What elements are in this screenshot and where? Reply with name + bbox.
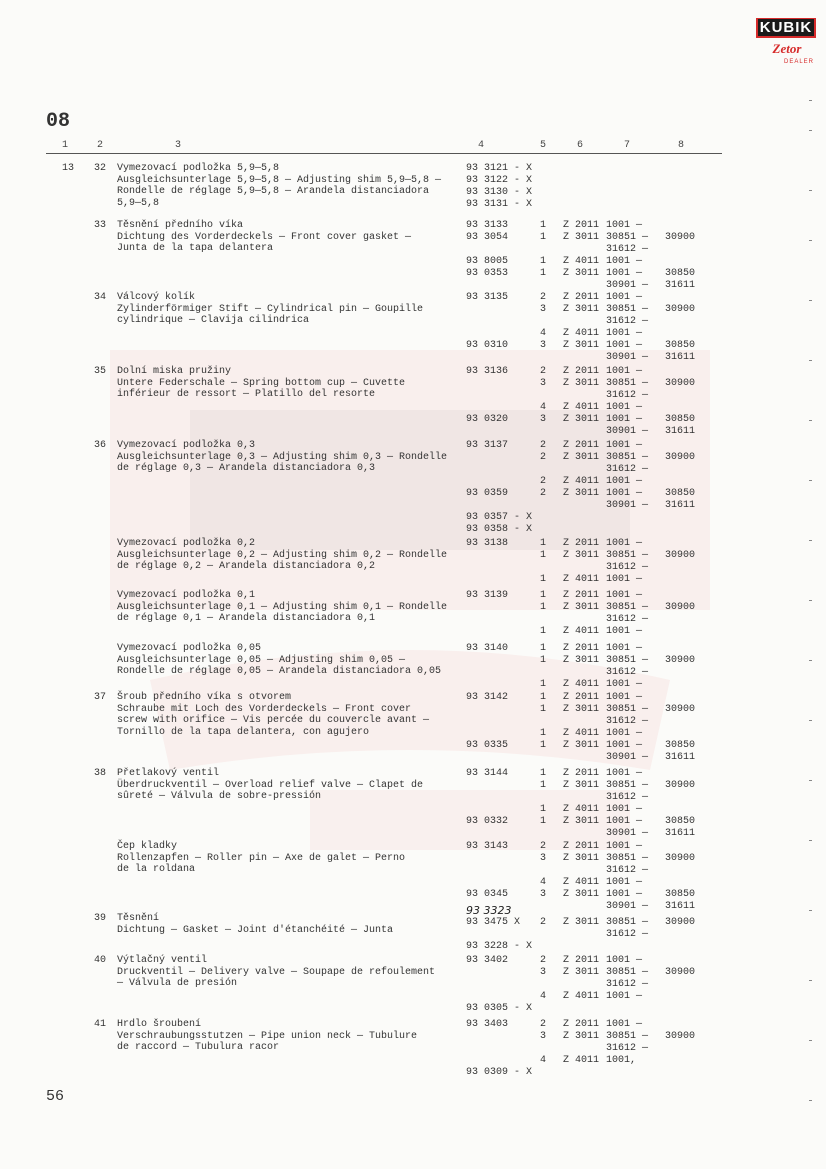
serial-to: 30850 <box>665 268 696 279</box>
serial-from: 1001 — <box>606 643 643 654</box>
serial-from: 31612 — <box>606 865 649 876</box>
brand-logo-top: KUBIK <box>756 18 816 38</box>
model-code: Z 2011 <box>563 590 600 601</box>
serial-from: 31612 — <box>606 316 649 327</box>
model-code: Z 4011 <box>563 476 600 487</box>
position-number: 37 <box>94 692 107 703</box>
part-number: 93 3142 <box>466 692 509 703</box>
quantity: 1 <box>540 643 547 654</box>
model-code: Z 4011 <box>563 328 600 339</box>
serial-from: 1001 — <box>606 679 643 690</box>
model-code: Z 3011 <box>563 889 600 900</box>
model-code: Z 3011 <box>563 378 600 389</box>
serial-to: 30900 <box>665 232 696 243</box>
part-number: 93 3403 <box>466 1019 509 1030</box>
part-description-line: Überdruckventil — Overload relief valve — Clapet de <box>117 779 424 791</box>
serial-from: 30851 — <box>606 378 649 389</box>
part-number: 93 3143 <box>466 841 509 852</box>
part-number: 93 3130 - X <box>466 187 533 198</box>
margin-tick <box>809 100 812 101</box>
quantity: 3 <box>540 853 547 864</box>
part-description-line: Druckventil — Delivery valve — Soupape de refoulement <box>117 966 436 978</box>
margin-tick <box>809 130 812 131</box>
serial-from: 1001 — <box>606 877 643 888</box>
serial-from: 30851 — <box>606 853 649 864</box>
part-number: 93 3140 <box>466 643 509 654</box>
quantity: 1 <box>540 550 547 561</box>
part-description-line: de réglage 0,2 — Arandela distanciadora 0,2 <box>117 561 376 572</box>
part-number: 93 3135 <box>466 292 509 303</box>
column-header-2: 2 <box>97 140 104 151</box>
part-description-line: Verschraubungsstutzen — Pipe union neck — Tubulure <box>117 1030 418 1042</box>
position-number: 40 <box>94 955 107 966</box>
column-header-8: 8 <box>678 140 685 151</box>
part-description-line: cylindrique — Clavija cilindrica <box>117 315 310 326</box>
column-header-1: 1 <box>62 140 69 151</box>
quantity: 3 <box>540 340 547 351</box>
serial-from: 30851 — <box>606 780 649 791</box>
model-code: Z 2011 <box>563 692 600 703</box>
model-code: Z 3011 <box>563 704 600 715</box>
model-code: Z 3011 <box>563 602 600 613</box>
quantity: 2 <box>540 917 547 928</box>
part-description-line: Schraube mit Loch des Vorderdeckels — Front cover <box>117 703 412 715</box>
serial-from: 30901 — <box>606 352 649 363</box>
serial-from: 1001 — <box>606 402 643 413</box>
part-description-line: Vymezovací podložka 0,2 <box>117 538 256 549</box>
serial-from: 31612 — <box>606 667 649 678</box>
quantity: 4 <box>540 328 547 339</box>
serial-from: 1001 — <box>606 366 643 377</box>
quantity: 1 <box>540 256 547 267</box>
part-description-line: Těsnění <box>117 913 160 924</box>
part-number: 93 3137 <box>466 440 509 451</box>
quantity: 3 <box>540 889 547 900</box>
serial-from: 1001 — <box>606 292 643 303</box>
serial-from: 30851 — <box>606 655 649 666</box>
serial-to: 30900 <box>665 780 696 791</box>
model-code: Z 4011 <box>563 804 600 815</box>
margin-tick <box>809 420 812 421</box>
part-number: 93 3138 <box>466 538 509 549</box>
serial-from: 30851 — <box>606 232 649 243</box>
part-number: 93 3475 X <box>466 917 521 928</box>
model-code: Z 2011 <box>563 440 600 451</box>
quantity: 3 <box>540 304 547 315</box>
serial-from: 31612 — <box>606 464 649 475</box>
part-number: 93 3122 - X <box>466 175 533 186</box>
serial-from: 1001 — <box>606 955 643 966</box>
model-code: Z 2011 <box>563 538 600 549</box>
model-code: Z 3011 <box>563 550 600 561</box>
part-number: 93 0310 <box>466 340 509 351</box>
quantity: 2 <box>540 1019 547 1030</box>
quantity: 4 <box>540 1055 547 1066</box>
serial-from: 31612 — <box>606 979 649 990</box>
quantity: 2 <box>540 292 547 303</box>
part-description-line: Dichtung — Gasket — Joint d'étanchéité — Junta <box>117 924 394 936</box>
margin-tick <box>809 540 812 541</box>
part-number: 93 0332 <box>466 816 509 827</box>
margin-tick <box>809 360 812 361</box>
part-number: 93 3228 - X <box>466 941 533 952</box>
serial-to: 31611 <box>665 352 696 363</box>
quantity: 3 <box>540 378 547 389</box>
part-description-line: Rondelle de réglage 0,05 — Arandela distanciadora 0,05 <box>117 666 442 677</box>
column-header-4: 4 <box>478 140 485 151</box>
part-description-line: Tornillo de la tapa delantera, con agujero <box>117 726 370 738</box>
part-description-line: Vymezovací podložka 0,05 <box>117 643 262 654</box>
part-description-line: — Válvula de presión <box>117 978 238 989</box>
quantity: 1 <box>540 602 547 613</box>
serial-from: 1001 — <box>606 440 643 451</box>
part-number: 93 0335 <box>466 740 509 751</box>
part-description-line: de la roldana <box>117 864 196 875</box>
model-code: Z 2011 <box>563 1019 600 1030</box>
column-header-6: 6 <box>577 140 584 151</box>
serial-from: 31612 — <box>606 244 649 255</box>
part-description-line: de réglage 0,3 — Arandela distanciadora 0,3 <box>117 463 376 474</box>
serial-from: 1001 — <box>606 728 643 739</box>
serial-to: 31611 <box>665 828 696 839</box>
quantity: 1 <box>540 740 547 751</box>
serial-from: 1001 — <box>606 841 643 852</box>
margin-tick <box>809 980 812 981</box>
serial-to: 30850 <box>665 488 696 499</box>
serial-from: 1001 — <box>606 768 643 779</box>
serial-from: 1001 — <box>606 889 643 900</box>
quantity: 1 <box>540 220 547 231</box>
part-number: 93 0345 <box>466 889 509 900</box>
model-code: Z 4011 <box>563 877 600 888</box>
serial-from: 1001 — <box>606 220 643 231</box>
position-number: 32 <box>94 163 107 174</box>
model-code: Z 3011 <box>563 655 600 666</box>
quantity: 1 <box>540 816 547 827</box>
serial-from: 1001 — <box>606 590 643 601</box>
part-number: 93 0320 <box>466 414 509 425</box>
serial-to: 30850 <box>665 740 696 751</box>
part-description-line: 5,9—5,8 <box>117 197 160 209</box>
handwritten-part-number: 93 3323 <box>466 904 512 917</box>
part-number: 93 3144 <box>466 768 509 779</box>
quantity: 4 <box>540 877 547 888</box>
part-description-line: de raccord — Tubulura racor <box>117 1042 280 1053</box>
part-number: 93 3402 <box>466 955 509 966</box>
serial-to: 30900 <box>665 602 696 613</box>
serial-from: 1001 — <box>606 268 643 279</box>
model-code: Z 2011 <box>563 292 600 303</box>
quantity: 1 <box>540 704 547 715</box>
model-code: Z 3011 <box>563 452 600 463</box>
quantity: 1 <box>540 768 547 779</box>
model-code: Z 3011 <box>563 340 600 351</box>
part-description-line: Ausgleichsunterlage 5,9—5,8 — Adjusting shim 5,9—5,8 — <box>117 174 442 186</box>
quantity: 1 <box>540 268 547 279</box>
quantity: 2 <box>540 955 547 966</box>
quantity: 1 <box>540 655 547 666</box>
part-description-line: Rollenzapfen — Roller pin — Axe de galet — Perno <box>117 852 406 864</box>
part-description-line: Ausgleichsunterlage 0,3 — Adjusting shim 0,3 — Rondelle <box>117 451 448 463</box>
part-number: 93 8005 <box>466 256 509 267</box>
serial-from: 30901 — <box>606 426 649 437</box>
serial-from: 30901 — <box>606 828 649 839</box>
quantity: 1 <box>540 538 547 549</box>
margin-tick <box>809 660 812 661</box>
serial-to: 31611 <box>665 280 696 291</box>
serial-from: 30851 — <box>606 967 649 978</box>
serial-to: 30900 <box>665 378 696 389</box>
quantity: 1 <box>540 626 547 637</box>
serial-from: 1001 — <box>606 476 643 487</box>
page-number: 56 <box>46 1088 65 1105</box>
serial-to: 30900 <box>665 967 696 978</box>
serial-from: 1001 — <box>606 1019 643 1030</box>
model-code: Z 4011 <box>563 728 600 739</box>
serial-to: 30900 <box>665 304 696 315</box>
model-code: Z 2011 <box>563 643 600 654</box>
serial-from: 1001, <box>606 1055 637 1066</box>
quantity: 1 <box>540 804 547 815</box>
margin-tick <box>809 840 812 841</box>
quantity: 2 <box>540 488 547 499</box>
margin-tick <box>809 190 812 191</box>
serial-to: 31611 <box>665 752 696 763</box>
part-description-line: Ausgleichsunterlage 0,1 — Adjusting shim 0,1 — Rondelle <box>117 601 448 613</box>
model-code: Z 4011 <box>563 626 600 637</box>
model-code: Z 3011 <box>563 917 600 928</box>
serial-from: 1001 — <box>606 692 643 703</box>
part-description-line: Vymezovací podložka 5,9—5,8 <box>117 163 280 174</box>
model-code: Z 3011 <box>563 740 600 751</box>
quantity: 3 <box>540 1031 547 1042</box>
model-code: Z 3011 <box>563 268 600 279</box>
model-code: Z 4011 <box>563 679 600 690</box>
quantity: 2 <box>540 476 547 487</box>
serial-from: 1001 — <box>606 414 643 425</box>
model-code: Z 4011 <box>563 991 600 1002</box>
serial-from: 30851 — <box>606 550 649 561</box>
serial-from: 1001 — <box>606 256 643 267</box>
serial-from: 30851 — <box>606 704 649 715</box>
serial-from: 31612 — <box>606 562 649 573</box>
part-description-line: sûreté — Válvula de sobre-pressión <box>117 791 322 802</box>
part-description-line: Untere Federschale — Spring bottom cup — Cuvette <box>117 377 406 389</box>
serial-from: 31612 — <box>606 716 649 727</box>
serial-from: 30851 — <box>606 304 649 315</box>
column-header-5: 5 <box>540 140 547 151</box>
column-header-7: 7 <box>624 140 631 151</box>
position-number: 38 <box>94 768 107 779</box>
part-number: 93 3131 - X <box>466 199 533 210</box>
serial-to: 31611 <box>665 426 696 437</box>
model-code: Z 4011 <box>563 256 600 267</box>
serial-to: 30850 <box>665 889 696 900</box>
serial-to: 30900 <box>665 655 696 666</box>
model-code: Z 2011 <box>563 768 600 779</box>
serial-from: 31612 — <box>606 929 649 940</box>
part-number: 93 0305 - X <box>466 1003 533 1014</box>
model-code: Z 3011 <box>563 780 600 791</box>
serial-from: 31612 — <box>606 614 649 625</box>
serial-from: 1001 — <box>606 340 643 351</box>
serial-to: 30900 <box>665 550 696 561</box>
part-number: 93 0309 - X <box>466 1067 533 1078</box>
quantity: 1 <box>540 679 547 690</box>
position-number: 36 <box>94 440 107 451</box>
serial-from: 30851 — <box>606 452 649 463</box>
serial-from: 30901 — <box>606 752 649 763</box>
serial-from: 1001 — <box>606 816 643 827</box>
serial-from: 31612 — <box>606 792 649 803</box>
serial-to: 30850 <box>665 414 696 425</box>
part-number: 93 3139 <box>466 590 509 601</box>
serial-to: 30900 <box>665 917 696 928</box>
part-description-line: inférieur de ressort — Platillo del resorte <box>117 389 376 400</box>
part-description-line: Válcový kolík <box>117 292 196 303</box>
quantity: 4 <box>540 991 547 1002</box>
model-code: Z 2011 <box>563 366 600 377</box>
serial-from: 30851 — <box>606 1031 649 1042</box>
quantity: 1 <box>540 692 547 703</box>
serial-from: 31612 — <box>606 390 649 401</box>
part-description-line: Šroub předního víka s otvorem <box>117 692 292 703</box>
quantity: 2 <box>540 841 547 852</box>
quantity: 1 <box>540 590 547 601</box>
position-number: 33 <box>94 220 107 231</box>
serial-to: 30900 <box>665 452 696 463</box>
serial-from: 30901 — <box>606 500 649 511</box>
serial-to: 30900 <box>665 704 696 715</box>
part-number: 93 3133 <box>466 220 509 231</box>
serial-from: 1001 — <box>606 488 643 499</box>
part-number: 93 3121 - X <box>466 163 533 174</box>
margin-tick <box>809 600 812 601</box>
part-number: 93 3136 <box>466 366 509 377</box>
serial-from: 30901 — <box>606 901 649 912</box>
part-description-line: Zylinderförmiger Stift — Cylindrical pin — Goupille <box>117 303 424 315</box>
model-code: Z 3011 <box>563 1031 600 1042</box>
model-code: Z 4011 <box>563 1055 600 1066</box>
quantity: 2 <box>540 366 547 377</box>
model-code: Z 4011 <box>563 574 600 585</box>
serial-to: 30850 <box>665 340 696 351</box>
part-description-line: Rondelle de réglage 5,9—5,8 — Arandela distanciadora <box>117 186 430 197</box>
part-number: 93 0357 - X <box>466 512 533 523</box>
part-description-line: Hrdlo šroubení <box>117 1019 202 1030</box>
serial-to: 30900 <box>665 1031 696 1042</box>
quantity: 3 <box>540 414 547 425</box>
position-number: 41 <box>94 1019 107 1030</box>
part-description-line: Výtlačný ventil <box>117 955 208 966</box>
serial-to: 30900 <box>665 853 696 864</box>
serial-from: 30901 — <box>606 280 649 291</box>
margin-tick <box>809 780 812 781</box>
serial-from: 1001 — <box>606 328 643 339</box>
part-description-line: Přetlakový ventil <box>117 768 220 779</box>
margin-tick <box>809 1040 812 1041</box>
part-number: 93 0353 <box>466 268 509 279</box>
part-description-line: Ausgleichsunterlage 0,2 — Adjusting shim 0,2 — Rondelle <box>117 549 448 561</box>
part-description-line: Čep kladky <box>117 841 178 852</box>
serial-from: 30851 — <box>606 917 649 928</box>
model-code: Z 4011 <box>563 402 600 413</box>
model-code: Z 3011 <box>563 414 600 425</box>
part-description-line: Dolní miska pružiny <box>117 366 232 377</box>
part-description-line: Vymezovací podložka 0,1 <box>117 590 256 601</box>
part-number: 93 3054 <box>466 232 509 243</box>
position-number: 35 <box>94 366 107 377</box>
quantity: 2 <box>540 452 547 463</box>
part-description-line: Dichtung des Vorderdeckels — Front cover gasket — <box>117 231 412 243</box>
position-number: 39 <box>94 913 107 924</box>
serial-from: 1001 — <box>606 574 643 585</box>
serial-from: 1001 — <box>606 804 643 815</box>
serial-from: 1001 — <box>606 740 643 751</box>
quantity: 3 <box>540 967 547 978</box>
serial-from: 1001 — <box>606 991 643 1002</box>
margin-tick <box>809 300 812 301</box>
header-rule <box>46 153 722 154</box>
model-code: Z 2011 <box>563 841 600 852</box>
model-code: Z 3011 <box>563 816 600 827</box>
quantity: 1 <box>540 574 547 585</box>
group-number: 13 <box>62 163 75 174</box>
column-header-3: 3 <box>175 140 182 151</box>
part-description-line: Vymezovací podložka 0,3 <box>117 440 256 451</box>
part-description-line: Těsnění předního víka <box>117 220 244 231</box>
quantity: 1 <box>540 232 547 243</box>
quantity: 1 <box>540 728 547 739</box>
serial-to: 30850 <box>665 816 696 827</box>
part-number: 93 0358 - X <box>466 524 533 535</box>
serial-to: 31611 <box>665 901 696 912</box>
model-code: Z 3011 <box>563 304 600 315</box>
quantity: 2 <box>540 440 547 451</box>
quantity: 1 <box>540 780 547 791</box>
brand-logo-bottom: DEALER <box>783 59 814 65</box>
serial-from: 1001 — <box>606 538 643 549</box>
serial-from: 30851 — <box>606 602 649 613</box>
model-code: Z 2011 <box>563 955 600 966</box>
quantity: 4 <box>540 402 547 413</box>
serial-from: 31612 — <box>606 1043 649 1054</box>
margin-tick <box>809 720 812 721</box>
section-number: 08 <box>46 110 71 133</box>
model-code: Z 3011 <box>563 853 600 864</box>
serial-from: 1001 — <box>606 626 643 637</box>
model-code: Z 3011 <box>563 232 600 243</box>
part-number: 93 0359 <box>466 488 509 499</box>
margin-tick <box>809 240 812 241</box>
margin-tick <box>809 1100 812 1101</box>
margin-tick <box>809 910 812 911</box>
model-code: Z 2011 <box>563 220 600 231</box>
margin-tick <box>809 480 812 481</box>
part-description-line: Junta de la tapa delantera <box>117 243 274 254</box>
serial-to: 31611 <box>665 500 696 511</box>
model-code: Z 3011 <box>563 488 600 499</box>
model-code: Z 3011 <box>563 967 600 978</box>
part-description-line: screw with orifice — Vis percée du couvercle avant — <box>117 715 430 726</box>
position-number: 34 <box>94 292 107 303</box>
brand-logo-middle: Zetor <box>772 41 802 56</box>
part-description-line: de réglage 0,1 — Arandela distanciadora 0,1 <box>117 613 376 624</box>
part-description-line: Ausgleichsunterlage 0,05 — Adjusting shim 0,05 — <box>117 654 406 666</box>
margin-marks <box>808 60 812 1160</box>
